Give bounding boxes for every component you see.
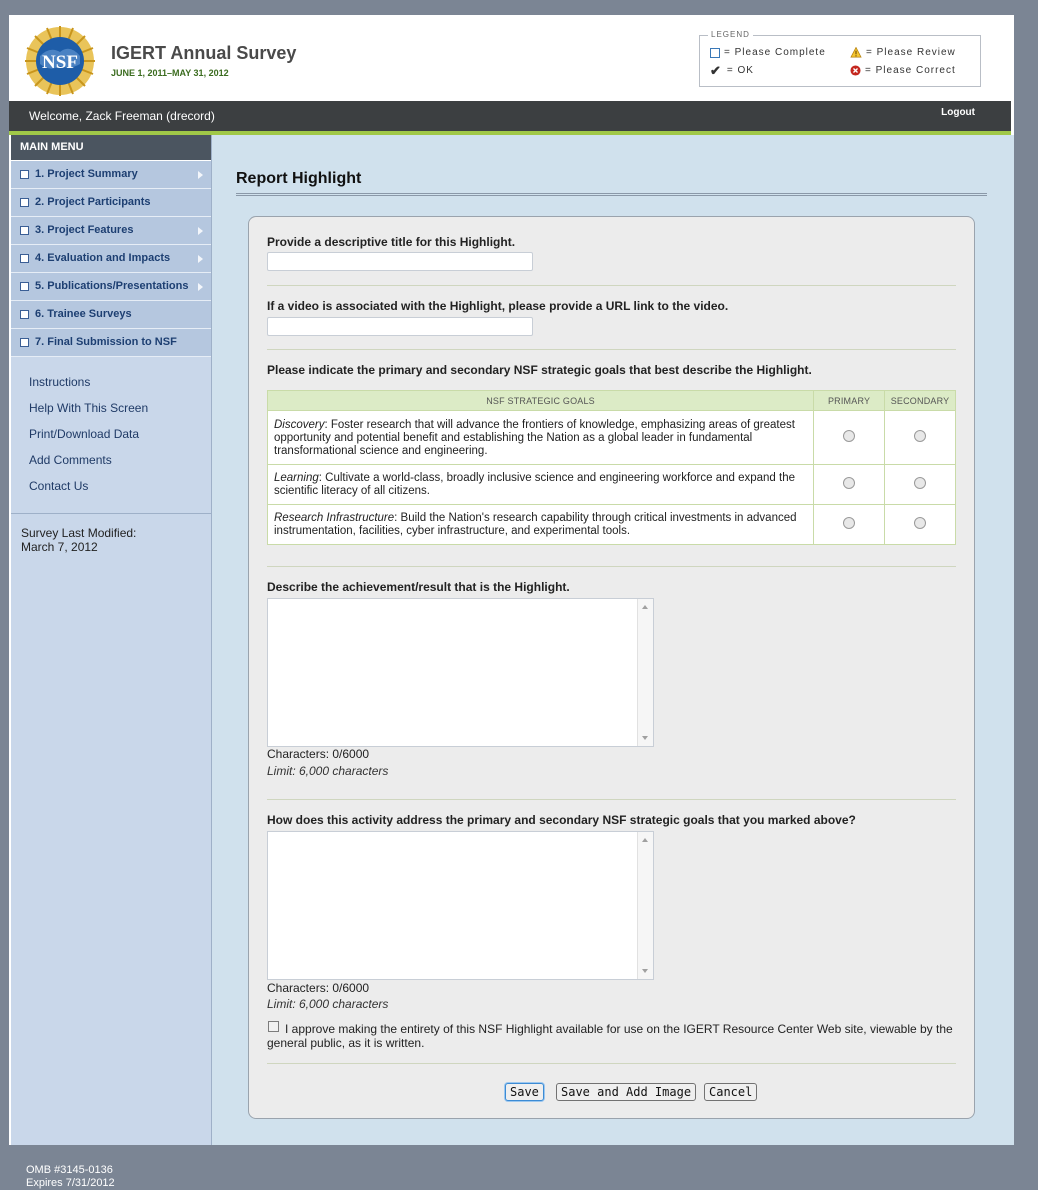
menu-item-evaluation-impacts[interactable]: 4. Evaluation and Impacts (11, 245, 211, 273)
status-square-icon (20, 226, 29, 235)
achievement-limit: Limit: 6,000 characters (267, 764, 389, 778)
infrastructure-primary-radio[interactable] (843, 517, 855, 529)
separator (267, 285, 956, 286)
cancel-button[interactable]: Cancel (704, 1083, 757, 1101)
menu-item-publications[interactable]: 5. Publications/Presentations (11, 273, 211, 301)
learning-primary-radio[interactable] (843, 477, 855, 489)
secondary-column-header: SECONDARY (885, 391, 956, 411)
warning-icon (850, 47, 862, 58)
status-square-icon (20, 170, 29, 179)
save-and-add-image-button[interactable]: Save and Add Image (556, 1083, 696, 1101)
main-menu-title: MAIN MENU (11, 135, 211, 161)
menu-item-final-submission[interactable]: 7. Final Submission to NSF (11, 329, 211, 357)
legend-please-review: = Please Review (850, 47, 956, 58)
legend-ok: ✔ = OK (710, 62, 754, 78)
scrollbar[interactable] (637, 599, 653, 746)
menu-item-project-features[interactable]: 3. Project Features (11, 217, 211, 245)
modified-label: Survey Last Modified: (21, 526, 137, 540)
status-square-icon (20, 282, 29, 291)
link-instructions[interactable]: Instructions (29, 375, 91, 389)
goal-research-infrastructure: Research Infrastructure: Build the Nation's research capability through critical investments in advanced instrumentation, facilities, cyber infrastructure, and experimental tools. (268, 505, 814, 545)
link-add-comments[interactable]: Add Comments (29, 453, 112, 467)
link-help[interactable]: Help With This Screen (29, 401, 149, 415)
legend-title: LEGEND (708, 30, 753, 39)
submenu-arrow-icon (198, 227, 203, 235)
infrastructure-secondary-radio[interactable] (914, 517, 926, 529)
sidebar-links (11, 357, 211, 503)
goals-question: Please indicate the primary and secondary NSF strategic goals that best describe the Highlight. (267, 363, 812, 377)
approve-label: I approve making the entirety of this NSF Highlight available for use on the IGERT Resource Center Web site, viewable by the general public, as it is written. (267, 1022, 953, 1050)
survey-last-modified (11, 514, 211, 554)
link-print-download[interactable]: Print/Download Data (29, 427, 140, 441)
welcome-bar (9, 101, 1011, 135)
scroll-down-icon[interactable] (642, 969, 648, 973)
goal-learning: Learning: Cultivate a world-class, broadly inclusive science and engineering workforce and expand the scientific literacy of all citizens. (268, 465, 814, 505)
main-content (212, 135, 1014, 1145)
legend-please-complete: = Please Complete (710, 47, 826, 58)
table-row (268, 505, 956, 545)
logout-link[interactable]: Logout (941, 107, 975, 118)
status-square-icon (20, 338, 29, 347)
status-square-icon (20, 198, 29, 207)
highlight-title-input[interactable] (267, 252, 533, 271)
nsf-logo (25, 26, 95, 96)
menu-item-project-summary[interactable]: 1. Project Summary (11, 161, 211, 189)
page-frame (9, 15, 1014, 1145)
submenu-arrow-icon (198, 283, 203, 291)
achievement-question: Describe the achievement/result that is the Highlight. (267, 580, 570, 594)
separator (267, 349, 956, 350)
title-divider (236, 193, 987, 196)
address-limit: Limit: 6,000 characters (267, 997, 389, 1011)
status-square-icon (20, 254, 29, 263)
primary-column-header: PRIMARY (814, 391, 885, 411)
empty-square-icon (710, 48, 720, 58)
error-icon (850, 65, 861, 76)
legend-please-correct: = Please Correct (850, 65, 956, 76)
main-menu (11, 161, 211, 357)
sidebar (11, 135, 212, 1145)
menu-item-project-participants[interactable]: 2. Project Participants (11, 189, 211, 217)
submenu-arrow-icon (198, 255, 203, 263)
modified-date: March 7, 2012 (21, 540, 98, 554)
svg-text:NSF: NSF (42, 52, 78, 73)
highlight-form (248, 216, 975, 1119)
goals-column-header: NSF STRATEGIC GOALS (268, 391, 814, 411)
address-question: How does this activity address the primary and secondary NSF strategic goals that you marked above? (267, 813, 856, 827)
survey-dates: JUNE 1, 2011–MAY 31, 2012 (111, 68, 229, 78)
separator (267, 799, 956, 800)
separator (267, 566, 956, 567)
menu-item-trainee-surveys[interactable]: 6. Trainee Surveys (11, 301, 211, 329)
legend (699, 30, 981, 87)
table-header-row (268, 391, 956, 411)
title-question: Provide a descriptive title for this Highlight. (267, 235, 516, 249)
table-row (268, 411, 956, 465)
submenu-arrow-icon (198, 171, 203, 179)
address-char-count: Characters: 0/6000 (267, 981, 370, 995)
achievement-char-count: Characters: 0/6000 (267, 747, 370, 761)
checkmark-icon: ✔ (710, 62, 722, 78)
discovery-secondary-radio[interactable] (914, 430, 926, 442)
learning-secondary-radio[interactable] (914, 477, 926, 489)
approve-checkbox[interactable] (268, 1021, 279, 1032)
scroll-down-icon[interactable] (642, 736, 648, 740)
page-title: Report Highlight (236, 170, 362, 187)
status-square-icon (20, 310, 29, 319)
header (9, 15, 1014, 101)
goal-discovery: Discovery: Foster research that will advance the frontiers of knowledge, emphasizing areas of greatest opportunity and potential benefit and establishing the Nation as a global leader in fundamental transformational science and engineering. (268, 411, 814, 465)
save-button[interactable]: Save (505, 1083, 544, 1101)
video-question: If a video is associated with the Highlight, please provide a URL link to the video. (267, 299, 729, 313)
app-title: IGERT Annual Survey (111, 43, 297, 63)
scroll-up-icon[interactable] (642, 605, 648, 609)
achievement-textarea[interactable] (267, 598, 654, 747)
welcome-text: Welcome, Zack Freeman (drecord) (29, 109, 215, 123)
omb-expiration: Expires 7/31/2012 (26, 1177, 115, 1189)
separator (267, 1063, 956, 1064)
scrollbar[interactable] (637, 832, 653, 979)
discovery-primary-radio[interactable] (843, 430, 855, 442)
address-textarea[interactable] (267, 831, 654, 980)
strategic-goals-table (267, 390, 956, 545)
video-url-input[interactable] (267, 317, 533, 336)
link-contact-us[interactable]: Contact Us (29, 479, 89, 493)
scroll-up-icon[interactable] (642, 838, 648, 842)
omb-number: OMB #3145-0136 (26, 1164, 113, 1176)
footer (26, 1164, 115, 1190)
table-row (268, 465, 956, 505)
